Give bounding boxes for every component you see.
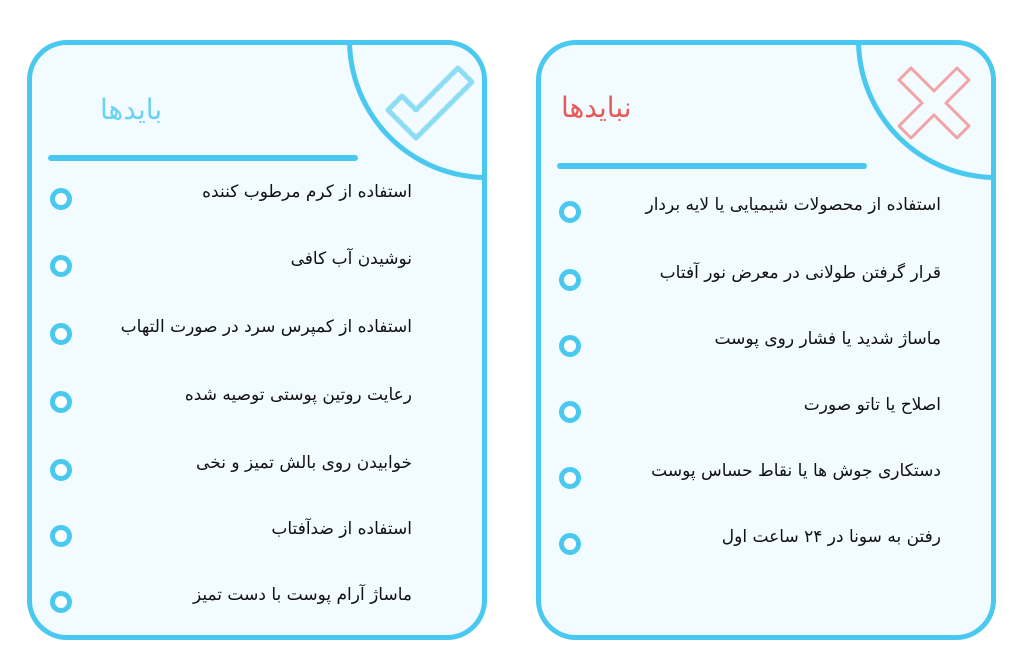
bullet-icon — [559, 401, 581, 423]
bullet-icon — [559, 269, 581, 291]
list-item: استفاده از ضدآفتاب — [32, 515, 472, 555]
list-item: استفاده از کرم مرطوب کننده — [32, 178, 472, 218]
bullet-icon — [559, 533, 581, 555]
list-item: نوشیدن آب کافی — [32, 245, 472, 285]
bullet-icon — [50, 459, 72, 481]
list-item: استفاده از کمپرس سرد در صورت التهاب — [32, 313, 472, 353]
dos-list — [32, 45, 482, 635]
bullet-icon — [50, 188, 72, 210]
dos-card — [27, 40, 487, 640]
list-item: رفتن به سونا در ۲۴ ساعت اول — [541, 523, 981, 563]
list-item: ماساژ آرام پوست با دست تمیز — [32, 581, 472, 621]
bullet-icon — [50, 591, 72, 613]
list-item: اصلاح یا تاتو صورت — [541, 391, 981, 431]
list-item: قرار گرفتن طولانی در معرض نور آفتاب — [541, 259, 981, 299]
list-item: خوابیدن روی بالش تمیز و نخی — [32, 449, 472, 489]
bullet-icon — [559, 467, 581, 489]
bullet-icon — [50, 323, 72, 345]
donts-list — [541, 45, 991, 635]
donts-card — [536, 40, 996, 640]
dos-title: بایدها — [100, 93, 163, 126]
bullet-icon — [50, 255, 72, 277]
bullet-icon — [559, 335, 581, 357]
bullet-icon — [559, 201, 581, 223]
list-item: رعایت روتین پوستی توصیه شده — [32, 381, 472, 421]
bullet-icon — [50, 525, 72, 547]
list-item: دستکاری جوش ها یا نقاط حساس پوست — [541, 457, 981, 497]
bullet-icon — [50, 391, 72, 413]
list-item: ماساژ شدید یا فشار روی پوست — [541, 325, 981, 365]
donts-title: نبایدها — [561, 91, 632, 124]
list-item: استفاده از محصولات شیمیایی یا لایه بردار — [541, 191, 981, 231]
